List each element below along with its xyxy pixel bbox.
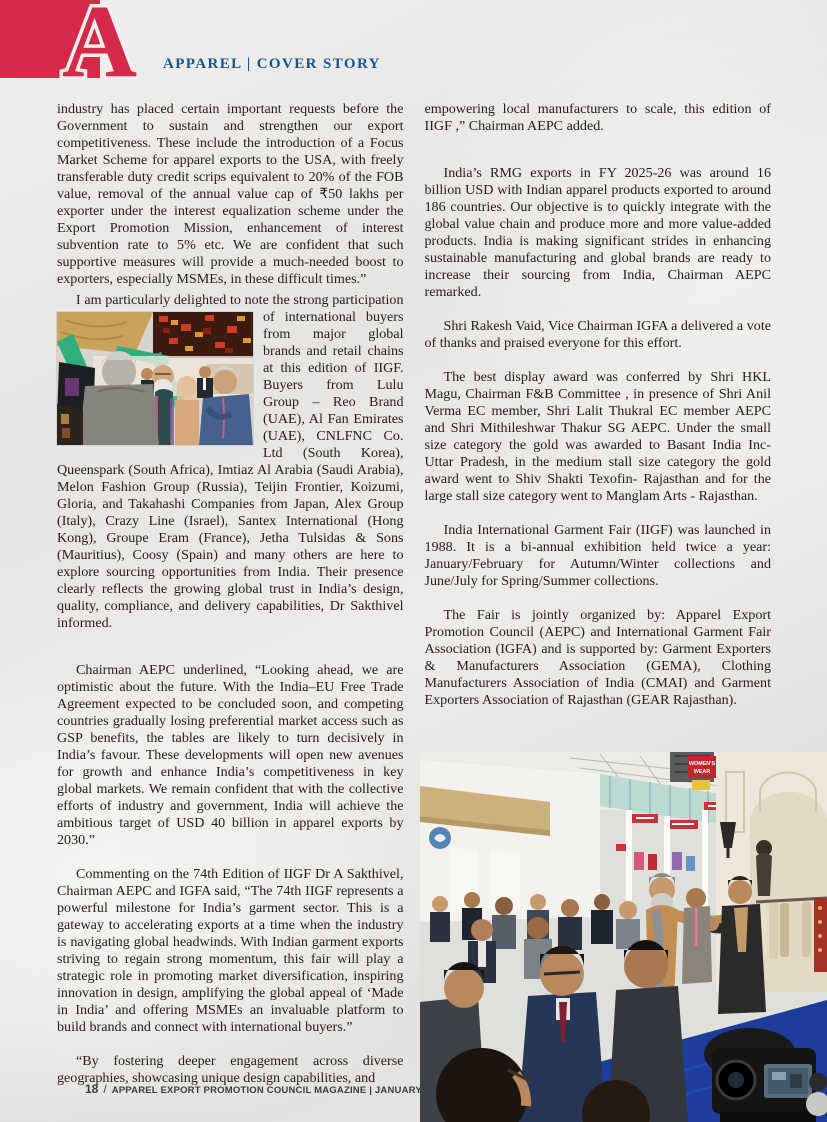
inline-photo-illustration [57, 312, 253, 445]
main-exhibition-photo [420, 752, 827, 1122]
logo-letter: A [62, 0, 138, 82]
paragraph-iigf-launched: India International Garment Fair (IIGF) was launched in 1988. It is a bi-annual exhibition held twice a year: January/February for Autumn/Winter collections and June/July for Spring/Summer collections. [424, 522, 771, 589]
paragraph-fostering-engagement: “By fostering deeper engagement across diverse geographies, showcasing unique design capabilities, and [57, 1053, 404, 1086]
paragraph-74th-edition: Commenting on the 74th Edition of IIGF Dr A Sakthivel, Chairman AEPC and IGFA said, “The 74th IIGF represents a powerful milestone for India’s garment sector. This is a gateway to accelerating exports at a time when the industry is navigating global headwinds. With Indian garment exports striving to regain strong momentum, this fair will play a strategic role in promoting market diversification, inspiring innovation in design, amplifying the global appeal of ‘Made in India’ and offering MSMEs an invaluable platform to build brands and connect with international buyers.” [57, 866, 404, 1035]
page-number: 18 [85, 1082, 99, 1096]
left-column [57, 101, 404, 1087]
paragraph-chairman-underlined: Chairman AEPC underlined, “Looking ahead, we are optimistic about the future. With the India–EU Free Trade Agreement expected to be concluded soon, and competing countries gradually losing preferential market access such as GSP benefits, the tables are likely to turn decisively in India’s favour. These developments will open new avenues for growth and enhance India’s competitiveness in key global markets. We remain confident that with the collective efforts of industry and government, India will achieve the ambitious target of USD 40 billion in apparel exports by 2030.” [57, 662, 404, 848]
page-footer [85, 1082, 422, 1096]
booth-sign-text: WOMEN'S [688, 761, 716, 767]
inline-exhibition-photo [57, 312, 253, 445]
paragraph-international-buyers [57, 292, 404, 632]
paragraph-best-display-award: The best display award was conferred by Shri HKL Magu, Chairman F&B Committee , in presence of Shri Anil Verma EC member, Shri Lalit Thukral EC member AEPC and Shri Mithileshwar Thakur SG AEPC. Under the small size category the gold was awarded to Basant India Inc- Uttar Pradesh, in the medium stall size category the gold award went to Shiv Shakti Texofin- Rajasthan and for the large stall size category went to Manglam Arts - Rajasthan. [424, 369, 771, 504]
apparel-logo-a [58, 0, 158, 82]
paragraph-industry-requests: industry has placed certain important requests before the Government to sustain and strengthen our export competitiveness. These include the introduction of a Focus Market Scheme for apparel exports to the USA, with freely transferable duty credit scrips equivalent to 20% of the FOB value, removal of the annual value cap of ₹50 lakhs per exporter under the interest equalization scheme under the Export Promotion Mission, enhancement of interest subvention rate to 5% etc. We are confident that such supportive measures will provide a much-needed boost to exporters, especially MSMEs, in these difficult times.” [57, 101, 404, 287]
main-photo-illustration [420, 752, 827, 1122]
booth-sign-text-2: WEAR [693, 769, 711, 775]
paragraph-lead: I am particularly delighted to note the strong participation of [76, 292, 404, 325]
paragraph-rmg-exports: India’s RMG exports in FY 2025-26 was around 16 billion USD with Indian apparel products exported to around 186 countries. Our objective is to quickly integrate with the global value chain and produce more and more value-added products. India is making significant strides in enhancing sustainable manufacturing and global brands are ready to increase their sourcing from India, Chairman AEPC remarked. [424, 165, 771, 300]
footer-magazine-line: APPAREL EXPORT PROMOTION COUNCIL MAGAZINE | JANUARY [111, 1085, 422, 1096]
paragraph-rest: international buyers from major global brands and retail chains at this edition of IIGF. Buyers from Lulu Group – Reo Brand (UAE), Al Fan Emirates (UAE), CNLFNC Co. Ltd (South Korea), Queenspark (South Africa), Imtiaz Al Arabia (Saudi Arabia), Melon Fashion Group (Russia), Teijin Frontier, Koizumi, Gloria, and Takahashi Companies from Japan, Alex Group (Italy), Crazy Line (Israel), Santex International (Hong Kong), Groupe Eram (France), Jetha Tulsidas & Sons (Mauritius), Coosy (Spain) and many others are here to explore sourcing opportunities from India. Their presence clearly reflects the growing global trust in India’s design, quality, compliance, and delivery capabilities, Dr Sakthivel informed. [57, 309, 404, 631]
paragraph-fair-organizers: The Fair is jointly organized by: Apparel Export Promotion Council (AEPC) and International Garment Fair Association (IGFA) and is supported by: Garment Exporters & Manufacturers Association (GEMA), Clothing Manufacturers Association of India (CMAI) and Garment Exporters Association of Rajasthan (GEAR Rajasthan). [424, 607, 771, 708]
paragraph-vote-of-thanks: Shri Rakesh Vaid, Vice Chairman IGFA a delivered a vote of thanks and praised everyone for this effort. [424, 318, 771, 351]
section-label: APPAREL | COVER STORY [163, 56, 381, 72]
paragraph-empowering: empowering local manufacturers to scale, this edition of IIGF ,” Chairman AEPC added. [424, 101, 771, 134]
footer-separator: / [103, 1082, 107, 1096]
